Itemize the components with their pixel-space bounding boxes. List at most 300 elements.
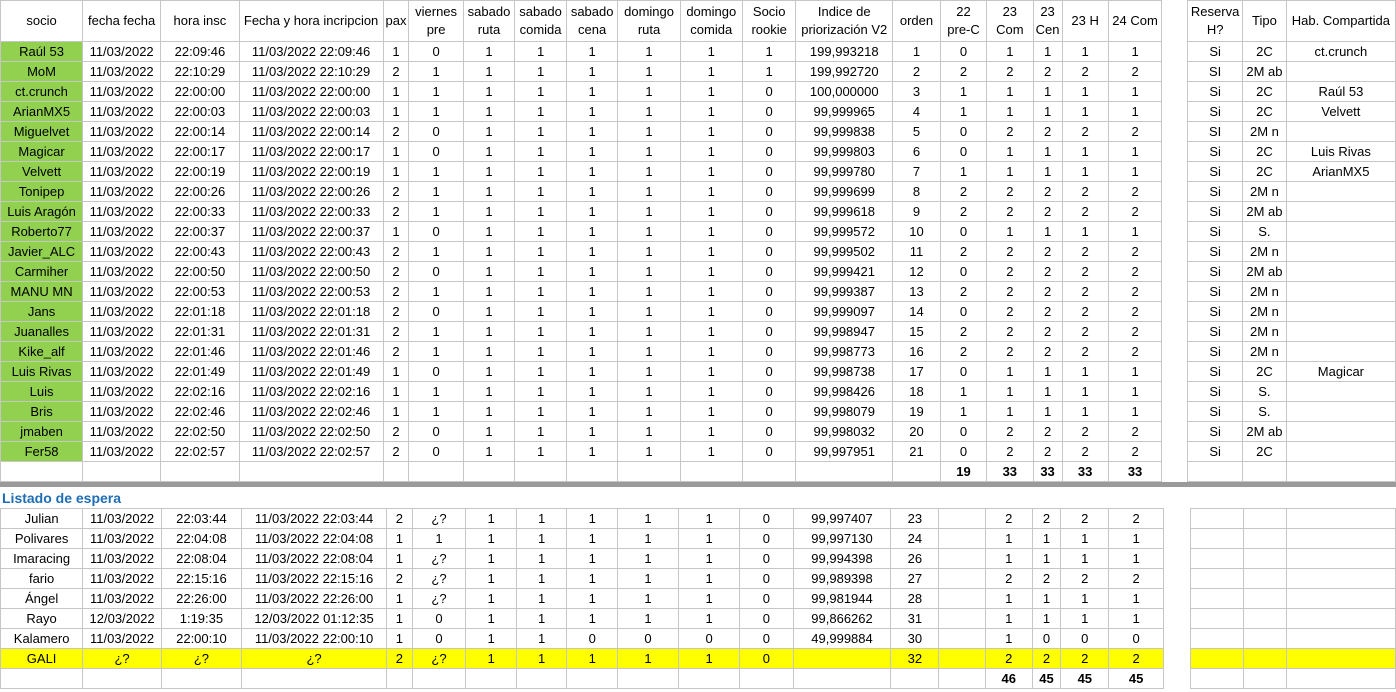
table-cell[interactable]: 2 <box>987 122 1034 142</box>
table-cell[interactable]: 10 <box>893 222 941 242</box>
header-fecha-hora[interactable]: Fecha y hora incripcion <box>239 1 383 42</box>
table-cell[interactable]: 1 <box>680 142 742 162</box>
table-cell[interactable]: 11/03/2022 <box>83 402 161 422</box>
table-cell[interactable]: Juanalles <box>1 322 83 342</box>
table-cell[interactable] <box>617 669 678 689</box>
table-cell[interactable]: 1 <box>1108 142 1162 162</box>
table-cell[interactable]: 1 <box>463 222 515 242</box>
table-cell[interactable]: 2 <box>987 62 1034 82</box>
table-cell[interactable]: 22:00:43 <box>161 242 240 262</box>
table-cell[interactable]: 0 <box>742 82 796 102</box>
table-cell[interactable]: 1 <box>1062 222 1108 242</box>
table-cell[interactable]: 1 <box>985 529 1032 549</box>
table-cell[interactable]: 2 <box>1062 242 1108 262</box>
table-cell[interactable]: 1 <box>383 382 409 402</box>
table-cell[interactable] <box>1286 282 1395 302</box>
table-cell[interactable]: 0 <box>940 122 986 142</box>
table-cell[interactable]: 1 <box>387 609 412 629</box>
table-cell[interactable] <box>939 529 985 549</box>
table-cell[interactable]: 0 <box>409 42 463 62</box>
table-cell[interactable]: 11/03/2022 <box>83 569 162 589</box>
table-cell[interactable]: 1 <box>1108 82 1162 102</box>
table-cell[interactable]: 22:02:50 <box>161 422 240 442</box>
table-cell[interactable]: 99,999387 <box>796 282 893 302</box>
table-cell[interactable]: 1 <box>515 82 567 102</box>
table-cell[interactable]: 1 <box>567 589 618 609</box>
table-cell[interactable]: 2 <box>987 182 1034 202</box>
table-cell[interactable]: 1 <box>409 102 463 122</box>
table-cell[interactable]: 1 <box>680 242 742 262</box>
table-cell[interactable]: 1 <box>680 202 742 222</box>
table-cell[interactable]: 1 <box>566 162 618 182</box>
table-cell[interactable]: 1 <box>1108 222 1162 242</box>
header-pax[interactable]: pax <box>383 1 409 42</box>
table-cell[interactable]: 1 <box>463 282 515 302</box>
table-cell[interactable]: ¿? <box>412 649 466 669</box>
table-cell[interactable]: 0 <box>742 122 796 142</box>
table-cell[interactable]: 49,999884 <box>793 629 891 649</box>
table-cell[interactable] <box>161 462 240 482</box>
table-cell[interactable]: 2 <box>1108 202 1162 222</box>
table-cell[interactable]: 2C <box>1243 102 1287 122</box>
table-cell[interactable]: 1 <box>1061 529 1109 549</box>
table-cell[interactable]: 1 <box>680 82 742 102</box>
table-cell[interactable]: 2 <box>1033 422 1062 442</box>
table-cell[interactable] <box>1191 509 1244 529</box>
table-cell[interactable]: 1 <box>618 442 680 462</box>
header-23-cen[interactable]: 23 Cen <box>1033 1 1062 42</box>
table-cell[interactable]: ct.crunch <box>1286 42 1395 62</box>
table-cell[interactable]: 1 <box>1032 609 1061 629</box>
table-cell[interactable]: 199,992720 <box>796 62 893 82</box>
table-cell[interactable]: 1 <box>1061 609 1109 629</box>
table-cell[interactable]: 22:00:14 <box>161 122 240 142</box>
table-cell[interactable]: 1 <box>680 362 742 382</box>
table-cell[interactable]: 12/03/2022 <box>83 609 162 629</box>
table-cell[interactable] <box>679 669 740 689</box>
table-cell[interactable] <box>1286 549 1395 569</box>
table-cell[interactable]: 11/03/2022 <box>83 382 161 402</box>
table-cell[interactable]: 0 <box>1061 629 1109 649</box>
table-cell[interactable]: 1 <box>566 442 618 462</box>
table-cell[interactable] <box>939 649 985 669</box>
table-cell[interactable]: 1 <box>680 302 742 322</box>
table-cell[interactable]: 1 <box>566 82 618 102</box>
table-cell[interactable]: 0 <box>740 529 793 549</box>
table-cell[interactable]: 1 <box>1033 102 1062 122</box>
table-cell[interactable]: 6 <box>893 142 941 162</box>
table-cell[interactable]: 2 <box>387 649 412 669</box>
table-cell[interactable]: 24 <box>891 529 939 549</box>
table-cell[interactable]: 1 <box>463 442 515 462</box>
table-cell[interactable]: 1 <box>567 649 618 669</box>
table-cell[interactable] <box>1286 462 1395 482</box>
table-cell[interactable]: 0 <box>740 629 793 649</box>
table-cell[interactable]: 1 <box>463 402 515 422</box>
table-cell[interactable]: 1 <box>617 509 678 529</box>
table-cell[interactable]: 1 <box>409 342 463 362</box>
table-cell[interactable]: 11/03/2022 <box>83 629 162 649</box>
table-cell[interactable]: 2 <box>1108 182 1162 202</box>
table-cell[interactable] <box>680 462 742 482</box>
table-cell[interactable]: 1 <box>463 342 515 362</box>
table-cell[interactable]: 99,999421 <box>796 262 893 282</box>
table-cell[interactable]: 1 <box>1032 529 1061 549</box>
table-cell[interactable]: SI <box>1188 62 1243 82</box>
table-cell[interactable]: 19 <box>893 402 941 422</box>
table-cell[interactable]: 0 <box>740 549 793 569</box>
table-cell[interactable] <box>1286 182 1395 202</box>
table-cell[interactable]: 22:10:29 <box>161 62 240 82</box>
table-cell[interactable]: Raúl 53 <box>1 42 83 62</box>
table-cell[interactable]: 0 <box>740 609 793 629</box>
table-cell[interactable]: 1 <box>618 202 680 222</box>
table-cell[interactable] <box>939 569 985 589</box>
table-cell[interactable]: 1 <box>1033 82 1062 102</box>
table-cell[interactable]: 0 <box>412 629 466 649</box>
table-cell[interactable]: 2 <box>1032 569 1061 589</box>
table-cell[interactable]: 22:00:37 <box>161 222 240 242</box>
table-cell[interactable]: 11/03/2022 22:00:43 <box>239 242 383 262</box>
table-cell[interactable]: 21 <box>893 442 941 462</box>
table-cell[interactable]: 26 <box>891 549 939 569</box>
table-cell[interactable]: 1 <box>387 589 412 609</box>
table-cell[interactable] <box>1286 62 1395 82</box>
table-cell[interactable]: 1 <box>515 442 567 462</box>
table-cell[interactable]: 11/03/2022 <box>83 162 161 182</box>
table-cell[interactable]: 1 <box>1062 402 1108 422</box>
table-cell[interactable] <box>1244 529 1287 549</box>
table-cell[interactable] <box>1286 382 1395 402</box>
table-cell[interactable]: 1 <box>1108 162 1162 182</box>
table-cell[interactable]: 1 <box>618 182 680 202</box>
table-cell[interactable]: 1 <box>566 422 618 442</box>
table-cell[interactable]: 20 <box>893 422 941 442</box>
table-cell[interactable]: 0 <box>742 222 796 242</box>
table-cell[interactable]: 2 <box>383 262 409 282</box>
table-cell[interactable]: 1 <box>466 509 517 529</box>
table-cell[interactable] <box>1286 262 1395 282</box>
table-cell[interactable] <box>1 462 83 482</box>
total-cell[interactable]: 33 <box>1033 462 1062 482</box>
table-cell[interactable]: 2 <box>1033 282 1062 302</box>
table-cell[interactable]: MoM <box>1 62 83 82</box>
table-cell[interactable]: 11/03/2022 22:26:00 <box>241 589 386 609</box>
table-cell[interactable]: 1 <box>463 62 515 82</box>
table-cell[interactable]: 2 <box>1108 242 1162 262</box>
table-cell[interactable]: 1 <box>679 649 740 669</box>
table-cell[interactable]: 11/03/2022 <box>83 589 162 609</box>
table-cell[interactable] <box>740 669 793 689</box>
table-cell[interactable]: 18 <box>893 382 941 402</box>
table-cell[interactable]: 1 <box>679 509 740 529</box>
table-cell[interactable]: 22:00:53 <box>161 282 240 302</box>
table-cell[interactable]: 99,998079 <box>796 402 893 422</box>
table-cell[interactable]: S. <box>1243 382 1287 402</box>
table-cell[interactable]: ¿? <box>412 549 466 569</box>
table-cell[interactable] <box>1244 589 1287 609</box>
table-cell[interactable]: ¿? <box>161 649 241 669</box>
table-cell[interactable]: 2 <box>1108 442 1162 462</box>
table-cell[interactable]: 1 <box>466 609 517 629</box>
table-cell[interactable]: fario <box>1 569 83 589</box>
table-cell[interactable] <box>939 609 985 629</box>
table-cell[interactable]: 27 <box>891 569 939 589</box>
table-cell[interactable]: 8 <box>893 182 941 202</box>
table-cell[interactable] <box>939 629 985 649</box>
table-cell[interactable]: 1 <box>566 102 618 122</box>
table-cell[interactable]: 14 <box>893 302 941 322</box>
table-cell[interactable]: 2 <box>1109 649 1164 669</box>
header-domingo-ruta[interactable]: domingo ruta <box>618 1 680 42</box>
table-cell[interactable]: 0 <box>742 182 796 202</box>
table-cell[interactable]: ¿? <box>412 589 466 609</box>
table-cell[interactable] <box>1244 609 1287 629</box>
table-cell[interactable]: 2 <box>987 342 1034 362</box>
table-cell[interactable]: 0 <box>742 102 796 122</box>
table-cell[interactable]: 2 <box>940 202 986 222</box>
table-cell[interactable]: 1 <box>940 402 986 422</box>
table-cell[interactable]: 1 <box>985 609 1032 629</box>
table-cell[interactable]: 0 <box>940 302 986 322</box>
table-cell[interactable]: 1 <box>463 242 515 262</box>
table-cell[interactable]: Si <box>1188 262 1243 282</box>
total-cell[interactable]: 33 <box>1108 462 1162 482</box>
header-tipo[interactable]: Tipo <box>1243 1 1287 42</box>
table-cell[interactable]: 1 <box>515 162 567 182</box>
table-cell[interactable]: 1 <box>1033 362 1062 382</box>
total-cell[interactable]: 45 <box>1032 669 1061 689</box>
table-cell[interactable]: Julian <box>1 509 83 529</box>
table-cell[interactable]: 1 <box>515 362 567 382</box>
table-cell[interactable]: 1 <box>1033 402 1062 422</box>
table-cell[interactable]: 1 <box>618 82 680 102</box>
table-cell[interactable]: 1 <box>383 362 409 382</box>
table-cell[interactable] <box>939 509 985 529</box>
table-cell[interactable]: 1 <box>566 242 618 262</box>
total-cell[interactable]: 19 <box>940 462 986 482</box>
table-cell[interactable]: 99,998947 <box>796 322 893 342</box>
table-cell[interactable]: 1 <box>463 122 515 142</box>
table-cell[interactable]: Si <box>1188 302 1243 322</box>
table-cell[interactable]: 1 <box>679 609 740 629</box>
table-cell[interactable] <box>1191 569 1244 589</box>
table-cell[interactable]: 2 <box>987 262 1034 282</box>
table-cell[interactable]: 1 <box>1033 162 1062 182</box>
table-cell[interactable]: 2 <box>383 242 409 262</box>
total-cell[interactable]: 33 <box>987 462 1034 482</box>
table-cell[interactable] <box>1244 629 1287 649</box>
table-cell[interactable]: 11/03/2022 22:15:16 <box>241 569 386 589</box>
table-cell[interactable]: 11/03/2022 22:01:31 <box>239 322 383 342</box>
table-cell[interactable]: 11/03/2022 <box>83 549 162 569</box>
table-cell[interactable] <box>1286 422 1395 442</box>
table-cell[interactable]: 11/03/2022 22:00:33 <box>239 202 383 222</box>
table-cell[interactable]: Si <box>1188 382 1243 402</box>
table-cell[interactable]: 2 <box>940 322 986 342</box>
table-cell[interactable]: 99,999780 <box>796 162 893 182</box>
table-cell[interactable]: 11/03/2022 <box>83 242 161 262</box>
table-cell[interactable]: 2 <box>1108 62 1162 82</box>
table-cell[interactable]: 2 <box>1108 262 1162 282</box>
table-cell[interactable]: 11/03/2022 22:09:46 <box>239 42 383 62</box>
table-cell[interactable]: 0 <box>940 222 986 242</box>
table-cell[interactable]: 2C <box>1243 82 1287 102</box>
table-cell[interactable]: 1 <box>516 589 567 609</box>
table-cell[interactable]: 1 <box>463 302 515 322</box>
table-cell[interactable] <box>1191 589 1244 609</box>
header-socio-rookie[interactable]: Socio rookie <box>742 1 796 42</box>
table-cell[interactable]: 1 <box>1062 362 1108 382</box>
total-cell[interactable]: 45 <box>1109 669 1164 689</box>
table-cell[interactable] <box>618 462 680 482</box>
table-cell[interactable]: 1 <box>515 182 567 202</box>
table-cell[interactable]: 0 <box>567 629 618 649</box>
table-cell[interactable]: 2 <box>987 202 1034 222</box>
table-cell[interactable]: Velvett <box>1286 102 1395 122</box>
table-cell[interactable]: 1 <box>409 62 463 82</box>
table-cell[interactable]: 1 <box>516 649 567 669</box>
table-cell[interactable]: 1 <box>515 402 567 422</box>
table-cell[interactable]: 1 <box>383 42 409 62</box>
table-cell[interactable]: ArianMX5 <box>1286 162 1395 182</box>
table-cell[interactable]: 1 <box>566 362 618 382</box>
table-cell[interactable]: 1 <box>680 402 742 422</box>
table-cell[interactable]: 1 <box>409 282 463 302</box>
table-cell[interactable] <box>891 669 939 689</box>
table-cell[interactable]: 2 <box>1062 122 1108 142</box>
table-cell[interactable]: 1 <box>680 442 742 462</box>
table-cell[interactable]: 22:01:49 <box>161 362 240 382</box>
table-cell[interactable]: 2 <box>985 569 1032 589</box>
table-cell[interactable]: 0 <box>940 362 986 382</box>
total-cell[interactable]: 45 <box>1061 669 1109 689</box>
table-cell[interactable]: 11/03/2022 22:02:16 <box>239 382 383 402</box>
header-indice[interactable]: Indice de priorización V2 <box>796 1 893 42</box>
table-cell[interactable]: 22:00:19 <box>161 162 240 182</box>
header-domingo-comida[interactable]: domingo comida <box>680 1 742 42</box>
table-cell[interactable]: 22:04:08 <box>161 529 241 549</box>
table-cell[interactable] <box>793 669 891 689</box>
table-cell[interactable]: 99,999502 <box>796 242 893 262</box>
table-cell[interactable]: 0 <box>409 442 463 462</box>
table-cell[interactable]: 1 <box>383 162 409 182</box>
table-cell[interactable]: 2 <box>1033 442 1062 462</box>
table-cell[interactable]: 1 <box>566 322 618 342</box>
table-cell[interactable]: 1 <box>566 342 618 362</box>
table-cell[interactable]: 1 <box>618 162 680 182</box>
table-cell[interactable]: 11/03/2022 <box>83 122 161 142</box>
table-cell[interactable]: 2 <box>1062 182 1108 202</box>
table-cell[interactable]: 22:03:44 <box>161 509 241 529</box>
table-cell[interactable]: 1 <box>463 142 515 162</box>
table-cell[interactable] <box>412 669 466 689</box>
table-cell[interactable]: 11/03/2022 <box>83 442 161 462</box>
table-cell[interactable]: 1 <box>679 589 740 609</box>
table-cell[interactable]: 11/03/2022 <box>83 82 161 102</box>
table-cell[interactable]: 0 <box>409 262 463 282</box>
table-cell[interactable]: 1 <box>680 382 742 402</box>
table-cell[interactable]: 1 <box>987 222 1034 242</box>
table-cell[interactable]: 22:08:04 <box>161 549 241 569</box>
table-cell[interactable]: 11/03/2022 22:00:53 <box>239 282 383 302</box>
table-cell[interactable]: 2 <box>985 649 1032 669</box>
table-cell[interactable] <box>1286 202 1395 222</box>
table-cell[interactable]: 1 <box>987 402 1034 422</box>
table-cell[interactable]: 1 <box>1032 589 1061 609</box>
table-cell[interactable]: 1 <box>940 162 986 182</box>
table-cell[interactable]: 1 <box>680 282 742 302</box>
table-cell[interactable]: 1 <box>680 42 742 62</box>
table-cell[interactable]: 199,993218 <box>796 42 893 62</box>
table-cell[interactable]: 30 <box>891 629 939 649</box>
table-cell[interactable]: 1 <box>463 422 515 442</box>
table-cell[interactable]: 2 <box>387 569 412 589</box>
table-cell[interactable]: 12/03/2022 01:12:35 <box>241 609 386 629</box>
table-cell[interactable]: 11/03/2022 22:02:46 <box>239 402 383 422</box>
table-cell[interactable]: Raúl 53 <box>1286 82 1395 102</box>
header-23-h[interactable]: 23 H <box>1062 1 1108 42</box>
table-cell[interactable]: 1 <box>617 569 678 589</box>
table-cell[interactable]: 0 <box>940 422 986 442</box>
table-cell[interactable] <box>466 669 517 689</box>
table-cell[interactable]: 1 <box>463 102 515 122</box>
table-cell[interactable]: 1 <box>409 162 463 182</box>
header-sabado-comida[interactable]: sabado comida <box>515 1 567 42</box>
table-cell[interactable]: 13 <box>893 282 941 302</box>
table-cell[interactable] <box>239 462 383 482</box>
table-cell[interactable]: 1 <box>409 322 463 342</box>
table-cell[interactable]: 99,989398 <box>793 569 891 589</box>
table-cell[interactable]: 22:00:33 <box>161 202 240 222</box>
table-cell[interactable]: 2 <box>1033 302 1062 322</box>
table-cell[interactable]: 1 <box>987 382 1034 402</box>
table-cell[interactable] <box>1191 549 1244 569</box>
table-cell[interactable]: 1 <box>1062 162 1108 182</box>
table-cell[interactable]: 1 <box>618 222 680 242</box>
table-cell[interactable]: 1 <box>1033 382 1062 402</box>
header-22-pre-c[interactable]: 22 pre-C <box>940 1 986 42</box>
table-cell[interactable]: 11/03/2022 22:00:00 <box>239 82 383 102</box>
table-cell[interactable]: 4 <box>893 102 941 122</box>
table-cell[interactable]: 1 <box>1061 589 1109 609</box>
table-cell[interactable] <box>1286 222 1395 242</box>
table-cell[interactable]: 99,997130 <box>793 529 891 549</box>
table-cell[interactable]: 22:02:57 <box>161 442 240 462</box>
table-cell[interactable]: 2M ab <box>1243 202 1287 222</box>
table-cell[interactable]: 1:19:35 <box>161 609 241 629</box>
total-cell[interactable]: 33 <box>1062 462 1108 482</box>
table-cell[interactable]: 1 <box>617 549 678 569</box>
table-cell[interactable]: 1 <box>387 629 412 649</box>
table-cell[interactable]: Luis Rivas <box>1 362 83 382</box>
table-cell[interactable]: Si <box>1188 402 1243 422</box>
table-cell[interactable]: 1 <box>618 362 680 382</box>
table-cell[interactable]: 2M n <box>1243 342 1287 362</box>
table-cell[interactable] <box>1286 442 1395 462</box>
table-cell[interactable]: 1 <box>387 549 412 569</box>
table-cell[interactable] <box>409 462 463 482</box>
table-cell[interactable]: 2M n <box>1243 282 1287 302</box>
table-cell[interactable]: 99,999803 <box>796 142 893 162</box>
table-cell[interactable]: 0 <box>742 302 796 322</box>
table-cell[interactable]: 2 <box>1033 202 1062 222</box>
table-cell[interactable]: 1 <box>566 202 618 222</box>
table-cell[interactable]: 2 <box>1033 322 1062 342</box>
table-cell[interactable]: 2 <box>1108 302 1162 322</box>
table-cell[interactable]: 1 <box>987 142 1034 162</box>
table-cell[interactable]: 11/03/2022 22:00:10 <box>241 629 386 649</box>
